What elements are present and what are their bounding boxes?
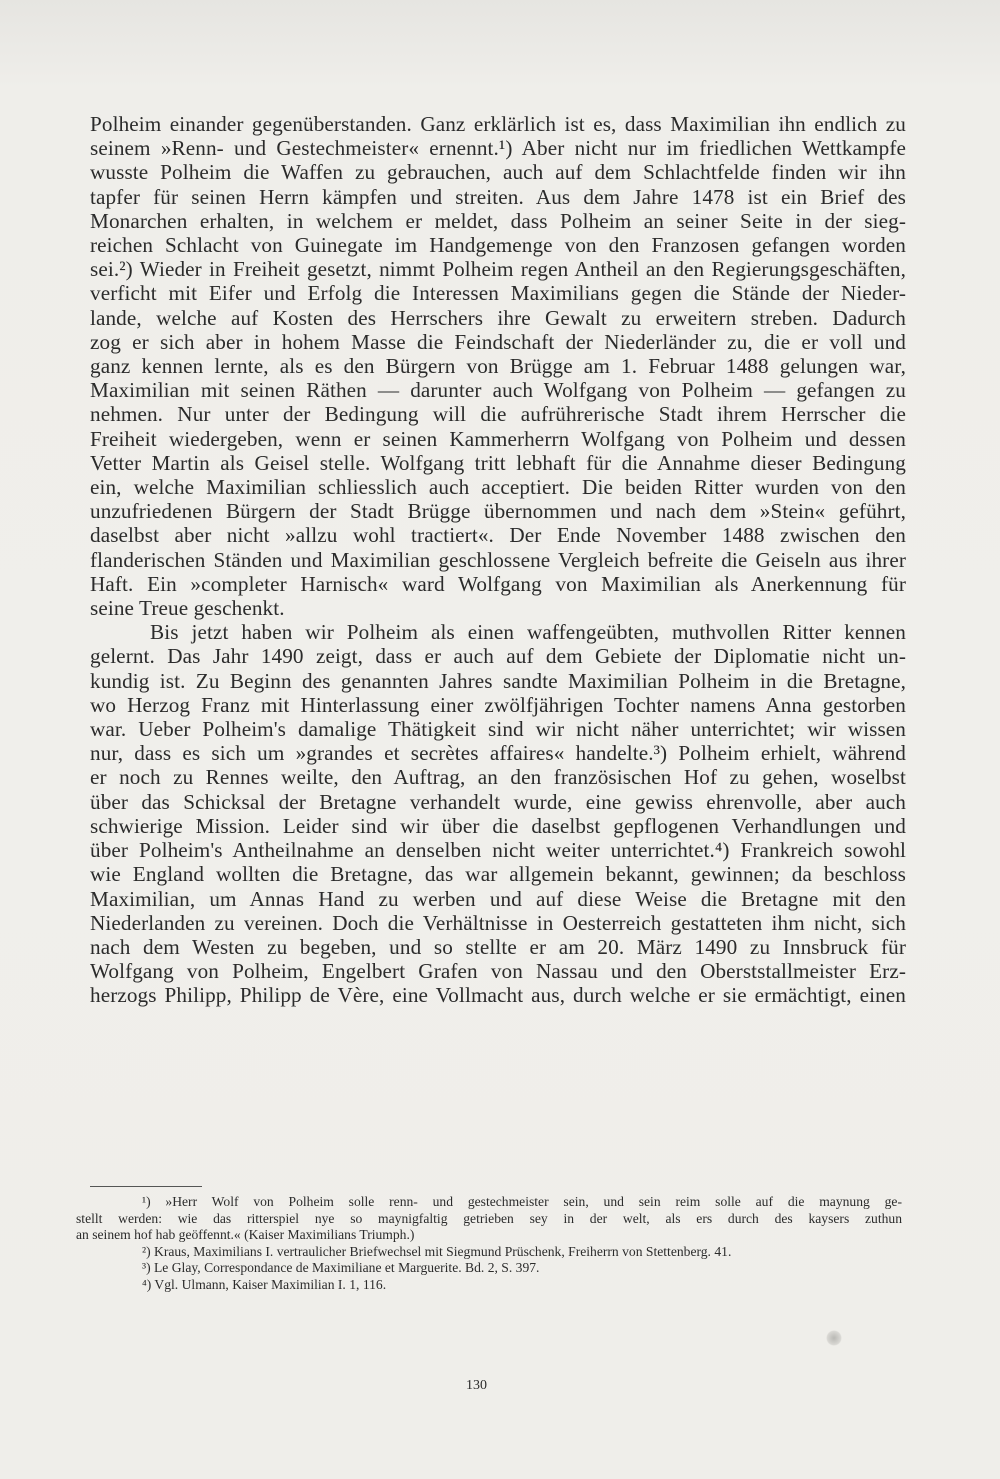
text-line: ganz kennen lernte, als es den Bürgern von Brügge am 1. Februar 1488 gelungen war, <box>90 354 906 379</box>
text-line: nur, dass es sich um »grandes et secrètes affaires« handelte.³) Polheim erhielt, während <box>90 741 906 766</box>
text-line: wusste Polheim die Waffen zu gebrauchen, auch auf dem Schlachtfelde finden wir ihn <box>90 160 906 185</box>
text-line: Haft. Ein »completer Harnisch« ward Wolfgang von Maximilian als Anerkennung für <box>90 571 906 596</box>
footnote-1-line: an seinem hof hab geöffennt.« (Kaiser Maximilians Triumph.) <box>76 1227 415 1242</box>
paragraph-1 <box>90 112 906 620</box>
text-line: Wolfgang von Polheim, Engelbert Grafen von Nassau und den Oberststallmeister Erz- <box>90 959 906 984</box>
text-line: Monarchen erhalten, in welchem er meldet, dass Polheim an seiner Seite in der sieg- <box>90 208 906 233</box>
text-line: über das Schicksal der Bretagne verhandelt wurde, eine gewiss ehrenvolle, aber auch <box>90 789 906 814</box>
text-line: unzufriedenen Bürgern der Stadt Brügge übernommen und nach dem »Stein« geführt, <box>90 499 906 524</box>
text-line: nehmen. Nur unter der Bedingung will die aufrührerische Stadt ihrem Herrscher die <box>90 402 906 427</box>
page-number: 130 <box>466 1378 487 1393</box>
text-line: sei.²) Wieder in Freiheit gesetzt, nimmt Polheim regen Antheil an den Regierungsgeschäften, <box>90 257 906 282</box>
body-text <box>90 112 906 1008</box>
footnotes <box>76 1194 902 1293</box>
text-line: seinem »Renn- und Gestechmeister« ernennt.¹) Aber nicht nur im friedlichen Wettkampfe <box>90 136 906 161</box>
text-line: seine Treue geschenkt. <box>90 596 285 621</box>
text-line: er noch zu Rennes weilte, den Auftrag, an den französischen Hof zu gehen, woselbst <box>90 765 906 790</box>
text-line: zog er sich aber in hohem Masse die Feindschaft der Niederländer zu, die er voll und <box>90 329 906 354</box>
text-line: Niederlanden zu vereinen. Doch die Verhältnisse in Oesterreich gestatteten ihm nicht, sich <box>90 910 906 935</box>
text-line: wo Herzog Franz mit Hinterlassung einer zwölfjährigen Tochter namens Anna gestorben <box>90 692 906 717</box>
text-line: Maximilian mit seinen Räthen — darunter auch Wolfgang von Polheim — gefangen zu <box>90 378 906 403</box>
text-line: lande, welche auf Kosten des Herrschers ihre Gewalt zu erweitern streben. Dadurch <box>90 305 906 330</box>
footnote-divider <box>90 1186 202 1187</box>
text-line: verficht mit Eifer und Erfolg die Interessen Maximilians gegen die Stände der Nieder- <box>90 281 906 306</box>
footnote-2: ²) Kraus, Maximilians I. vertraulicher Briefwechsel mit Siegmund Prüschenk, Freiherrn von Stettenberg. 41. <box>142 1243 732 1259</box>
footnote-1-line: stellt werden: wie das ritterspiel nye so maynigfaltig getrieben sey in der welt, als ers durch des kaysers zuthun <box>76 1210 902 1226</box>
text-line: nach dem Westen zu begeben, und so stellte er am 20. März 1490 zu Innsbruck für <box>90 934 906 959</box>
text-line: gelernt. Das Jahr 1490 zeigt, dass er auch auf dem Gebiete der Diplomatie nicht un- <box>90 644 906 669</box>
text-line: tapfer für seinen Herrn kämpfen und streiten. Aus dem Jahre 1478 ist ein Brief des <box>90 184 906 209</box>
text-line: Freiheit wiedergeben, wenn er seinen Kammerherrn Wolfgang von Polheim und dessen <box>90 426 906 451</box>
footnote-4: ⁴) Vgl. Ulmann, Kaiser Maximilian I. 1, 116. <box>142 1276 387 1292</box>
text-line: ein, welche Maximilian schliesslich auch acceptiert. Die beiden Ritter wurden von den <box>90 475 906 500</box>
text-line: Vetter Martin als Geisel stelle. Wolfgang tritt lebhaft für die Annahme dieser Bedingung <box>90 450 906 475</box>
text-line: kundig ist. Zu Beginn des genannten Jahres sandte Maximilian Polheim in die Bretagne, <box>90 668 906 693</box>
text-line: daselbst aber nicht »allzu wohl tractiert«. Der Ende November 1488 zwischen den <box>90 523 906 548</box>
text-line: Bis jetzt haben wir Polheim als einen waffengeübten, muthvollen Ritter kennen <box>150 620 906 645</box>
text-line: war. Ueber Polheim's damalige Thätigkeit sind wir nicht näher unterrichtet; wir wissen <box>90 717 906 742</box>
text-line: wie England wollten die Bretagne, das war allgemein bekannt, gewinnen; da beschloss <box>90 862 906 887</box>
text-line: schwierige Mission. Leider sind wir über die daselbst gepflogenen Verhandlungen und <box>90 813 906 838</box>
text-line: flanderischen Ständen und Maximilian geschlossene Vergleich befreite die Geiseln aus ihrer <box>90 547 906 572</box>
paper-smudge <box>826 1330 842 1346</box>
text-line: reichen Schlacht von Guinegate im Handgemenge von den Franzosen gefangen worden <box>90 233 906 258</box>
paragraph-2 <box>90 620 906 1007</box>
footnote-1-line: ¹) »Herr Wolf von Polheim solle renn- und gestechmeister sein, und sein reim solle auf die maynung ge- <box>142 1194 902 1209</box>
footnote-3: ³) Le Glay, Correspondance de Maximiliane et Marguerite. Bd. 2, S. 397. <box>142 1260 540 1275</box>
text-line: herzogs Philipp, Philipp de Vère, eine Vollmacht aus, durch welche er sie ermächtigt, einen <box>90 983 906 1008</box>
text-line: Maximilian, um Annas Hand zu werben und auf diese Weise die Bretagne mit den <box>90 886 906 911</box>
text-line: Polheim einander gegenüberstanden. Ganz erklärlich ist es, dass Maximilian ihn endlich zu <box>90 112 906 136</box>
text-line: über Polheim's Antheilnahme an denselben nicht weiter unterrichtet.⁴) Frankreich sowohl <box>90 838 906 863</box>
